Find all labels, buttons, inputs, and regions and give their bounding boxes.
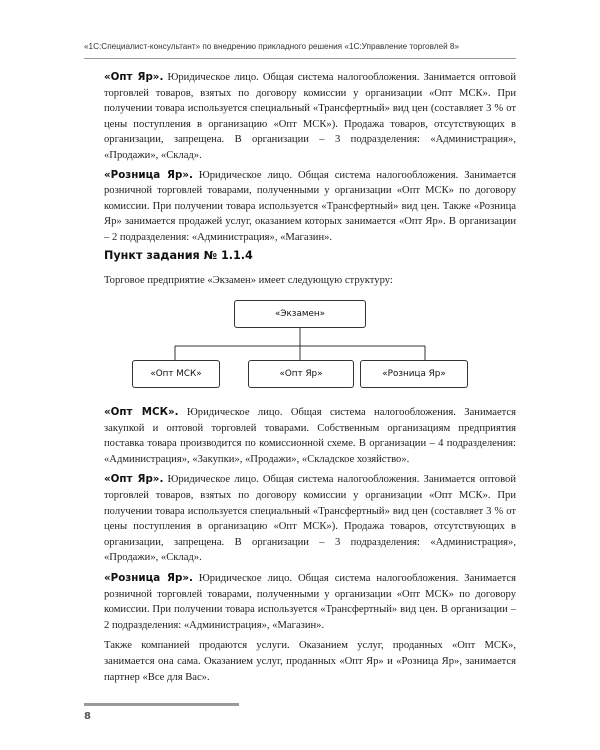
paragraph-lead: «Опт Яр». [104,473,164,486]
org-structure-diagram [130,296,470,396]
paragraph-lead: «Опт МСК». [104,406,179,418]
section-intro: Торговое предприятие «Экзамен» имеет следующую структуру: [104,275,393,286]
paragraph-text: Юридическое лицо. Общая система налогообложения. Занимается оптовой торговлей товаров, взятых по договору комиссии у организации «Опт МСК». При получении товара используется специальный «Трансфертный» вид цен (составляет 3 % от цены поступления в организацию «Опт МСК»). Продажа товаров, отсутствующих в организации, запрещена. В организации – 3 подразделения: «Администрация», «Продажи», «Склад». [104,474,516,564]
paragraph-lead: «Опт Яр». [104,71,164,83]
section-heading: Пункт задания № 1.1.4 [104,249,253,262]
diagram-child-box: «Розница Яр» [360,360,468,388]
page-number: 8 [84,711,91,722]
paragraph-services [104,638,516,685]
paragraph-opt-yar [104,472,516,566]
section-intro-block [104,273,516,289]
paragraph-text: Юридическое лицо. Общая система налогообложения. Занимается розничной торговлей товарами, полученными у организации «Опт МСК» по договору комиссии. При получении товара используется «Трансфертный» вид цен. В организации – 2 подразделения: «Администрация», «Магазин». [104,572,516,631]
paragraph-lead: «Розница Яр». [104,168,193,181]
paragraph-text: Юридическое лицо. Общая система налогообложения. Занимается оптовой торговлей товаров, взятых по договору комиссии у организации «Опт МСК». При получении товара используется специальный «Трансфертный» вид цен (составляет 3 % от цены поступления в организацию «Опт МСК»). Продажа товаров, отсутствующих в организации, запрещена. В организации – 3 подразделения: «Администрация», «Продажи», «Склад». [104,72,516,161]
bottom-text-block [104,405,516,685]
header-rule [84,58,516,59]
diagram-child-box: «Опт Яр» [248,360,354,388]
diagram-child-box: «Опт МСК» [132,360,220,388]
paragraph-lead: «Розница Яр». [104,571,193,584]
paragraph-roznitsa-yar [104,571,516,633]
paragraph-opt-yar [104,70,516,164]
paragraph-text: Также компанией продаются услуги. Оказанием услуг, проданных «Опт МСК», занимается она сама. Оказанием услуг, проданных «Опт Яр» и «Розница Яр», занимается партнер «Все для Вас». [104,640,516,683]
top-text-block [104,70,516,246]
diagram-root-box: «Экзамен» [234,300,366,328]
paragraph-roznitsa-yar [104,168,516,246]
running-header: «1С:Специалист-консультант» по внедрению прикладного решения «1С:Управление торговлей 8» [84,42,460,51]
paragraph-text: Юридическое лицо. Общая система налогообложения. Занимается розничной торговлей товарами, полученными у организации «Опт МСК» по договору комиссии. При получении товара используется «Трансфертный» вид цен. Также «Розница Яр» занимается продажей услуг, оказанием которых занимается «Опт Яр». В организации – 2 подразделения: «Администрация», «Магазин». [104,169,516,243]
paragraph-text: Юридическое лицо. Общая система налогообложения. Занимается закупкой и оптовой торговлей товарами. Собственным организациям предприятия поставка товара производится по комиссионной схеме. В организации – 4 подразделения: «Администрация», «Закупки», «Продажи», «Складское хозяйство». [104,407,516,465]
footer-rule [84,703,239,706]
paragraph-opt-msk [104,405,516,467]
